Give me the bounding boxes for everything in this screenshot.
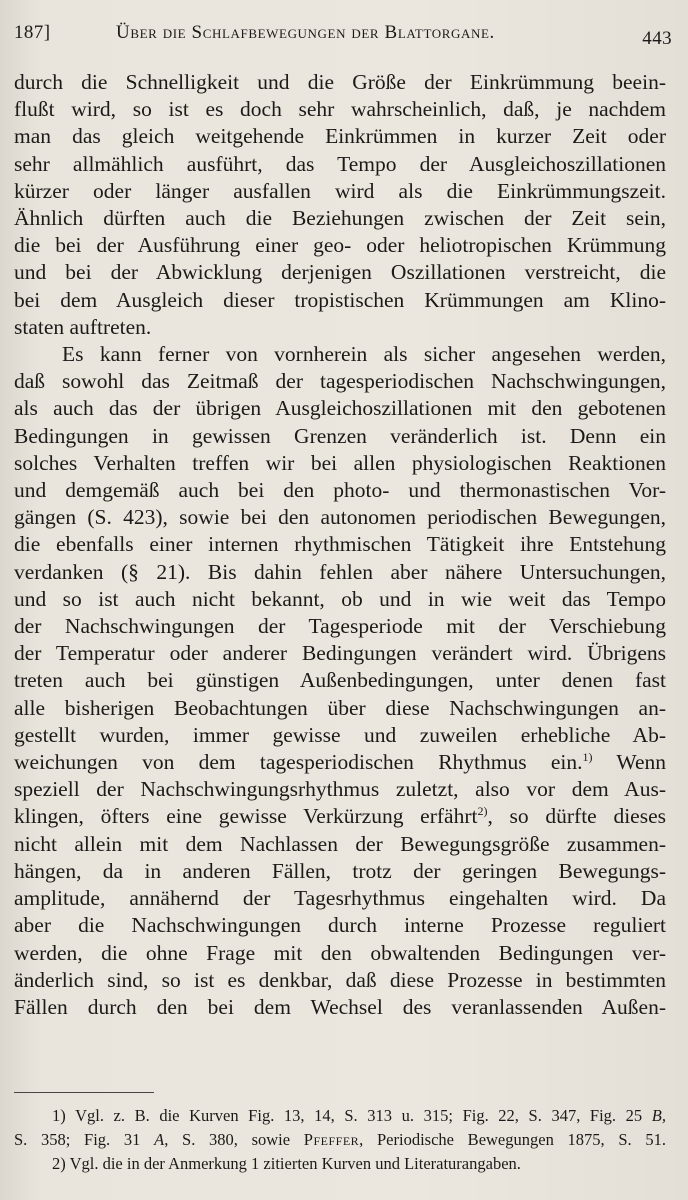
text-line: sehr allmählich ausführt, das Tempo der Ausgleichoszillationen [14, 151, 666, 176]
text-line: Es kann ferner von vornherein als sicher angesehen werden, [62, 342, 666, 367]
paragraph-2 [14, 341, 666, 1021]
text-line: flußt wird, so ist es doch sehr wahrscheinlich, daß, je nachdem [14, 97, 666, 122]
footnote-marker: 2) [477, 804, 488, 819]
text-line: der Temperatur oder anderer Bedingungen verändert wird. Übrigens [14, 641, 666, 666]
figure-variant: B, [651, 1106, 666, 1125]
text-line: durch die Schnelligkeit und die Größe der Einkrümmung beein- [14, 70, 666, 94]
text-line: Bedingungen in gewissen Grenzen veränderlich ist. Denn ein [14, 423, 666, 448]
text-line: die bei der Ausführung einer geo- oder heliotropischen Krümmung [14, 233, 666, 258]
footnote-divider [14, 1092, 154, 1093]
text-segment: weichungen von dem tagesperiodischen Rhythmus ein. [14, 750, 583, 775]
author-name: Pfeffer [303, 1130, 360, 1149]
text-line: treten auch bei günstigen Außenbedingungen, unter denen fast [14, 668, 666, 693]
text-line-with-footnote [14, 803, 666, 830]
text-line: aber die Nachschwingungen durch interne Prozesse reguliert [14, 913, 666, 938]
footnote-text: , Periodische Bewegungen 1875, S. 51. [359, 1130, 666, 1149]
text-line: speziell der Nachschwingungsrhythmus zuletzt, also vor dem Aus- [14, 777, 666, 802]
text-line: gestellt wurden, immer gewisse und zuweilen erhebliche Ab- [14, 722, 666, 747]
text-line: verdanken (§ 21). Bis dahin fehlen aber nähere Untersuchungen, [14, 559, 666, 584]
footnote-text: , S. 380, sowie [164, 1130, 291, 1149]
footnotes [14, 1104, 666, 1176]
footnote-text: S. 358; Fig. 31 [14, 1130, 141, 1149]
running-header [14, 22, 672, 52]
text-line: bei dem Ausgleich dieser tropistischen Krümmungen am Klino- [14, 287, 666, 312]
footnote-number: 1) [52, 1106, 66, 1125]
running-title: Über die Schlafbewegungen der Blattorgane. [116, 22, 495, 43]
text-line: der Nachschwingungen der Tagesperiode mit der Verschiebung [14, 614, 666, 639]
footnote-1-line-1 [14, 1104, 666, 1128]
text-line: gängen (S. 423), sowie bei den autonomen periodischen Bewegungen, [14, 505, 666, 530]
text-line: als auch das der übrigen Ausgleichoszillationen mit den gebotenen [14, 396, 666, 421]
text-line: und bei der Abwicklung derjenigen Oszillationen verstreicht, die [14, 260, 666, 285]
footnote-text: Vgl. die in der Anmerkung 1 zitierten Kurven und Literaturangaben. [69, 1154, 521, 1173]
footnote-2 [14, 1152, 666, 1176]
text-line: die ebenfalls einer internen rhythmischen Tätigkeit ihre Entstehung [14, 532, 666, 557]
text-line: werden, die ohne Frage mit den obwaltenden Bedingungen ver- [14, 940, 666, 965]
text-line: nicht allein mit dem Nachlassen der Bewegungsgröße zusammen- [14, 831, 666, 856]
text-line: solches Verhalten treffen wir bei allen physiologischen Reaktionen [14, 450, 666, 475]
text-line: und so ist auch nicht bekannt, ob und in wie weit das Tempo [14, 586, 666, 611]
text-line: und demgemäß auch bei den photo- und thermonastischen Vor- [14, 478, 666, 503]
text-line: daß sowohl das Zeitmaß der tagesperiodischen Nachschwingungen, [14, 369, 666, 394]
text-line-with-footnote [14, 749, 666, 776]
paragraph-1 [14, 69, 666, 341]
text-segment: klingen, öfters eine gewisse Verkürzung erfährt [14, 804, 478, 829]
figure-variant: A [154, 1130, 165, 1149]
text-line: Fällen durch den bei dem Wechsel des veranlassenden Außen- [14, 994, 666, 1019]
footnote-number: 2) [52, 1154, 66, 1173]
footnote-text: Vgl. z. B. die Kurven Fig. 13, 14, S. 313 u. 315; Fig. 22, S. 347, Fig. 25 [75, 1106, 643, 1125]
footnote-1-line-2 [14, 1128, 666, 1152]
text-line: Ähnlich dürften auch die Beziehungen zwischen der Zeit sein, [14, 206, 666, 231]
page-number: 443 [642, 28, 672, 49]
text-line: staten auftreten. [14, 314, 152, 339]
text-segment: , so dürfte dieses [487, 804, 666, 829]
text-line: amplitude, annähernd der Tagesrhythmus eingehalten wird. Da [14, 886, 666, 911]
main-text [14, 69, 666, 1021]
text-line: hängen, da in anderen Fällen, trotz der geringen Bewegungs- [14, 858, 666, 883]
text-line: man das gleich weitgehende Einkrümmen in kurzer Zeit oder [14, 124, 666, 149]
text-line: alle bisherigen Beobachtungen über diese Nachschwingungen an- [14, 695, 666, 720]
section-number: 187] [14, 22, 51, 43]
footnote-marker: 1) [582, 749, 593, 764]
text-segment: Wenn [616, 750, 666, 775]
text-line: kürzer oder länger ausfallen wird als die Einkrümmungszeit. [14, 178, 666, 203]
text-line: änderlich sind, so ist es denkbar, daß diese Prozesse in bestimmten [14, 967, 666, 992]
